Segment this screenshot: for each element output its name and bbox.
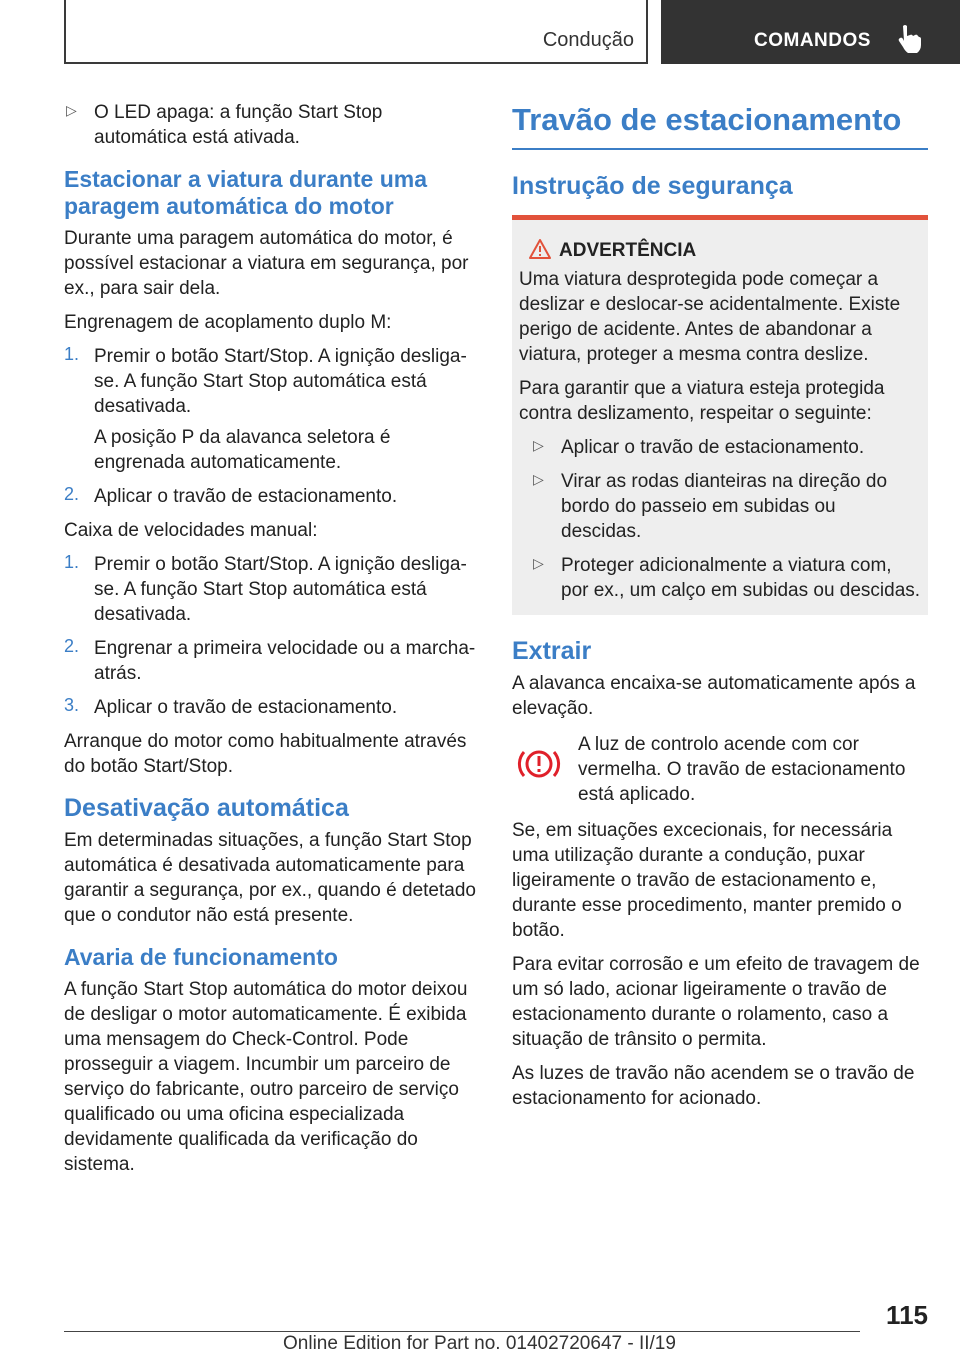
step-text: Premir o botão Start/Stop. A ignição desliga-se. A função Start Stop automática está desativada.	[94, 346, 467, 417]
list-item	[64, 484, 478, 509]
warning-box	[512, 215, 928, 615]
paragraph: Em determinadas situações, a função Start Stop automática é desativada automaticamente para garantir a segurança, por ex., quando é detetado que o condutor não está presente.	[64, 830, 476, 926]
bullet-triangle-icon: ▷	[533, 437, 544, 453]
chapter-heading-wrap	[512, 103, 928, 150]
step-number: 1.	[64, 552, 80, 572]
warning-paragraph: Uma viatura desprotegida pode começar a deslizar e deslocar-se acidentalmente. Existe perigo de acidente. Antes de abandonar a viatura, proteger a mesma contra deslize.	[519, 269, 901, 365]
warning-label: ADVERTÊNCIA	[559, 240, 697, 261]
section-heading-parking: Estacionar a viatura durante uma paragem automática do motor	[64, 166, 428, 219]
footer-edition: Online Edition for Part no. 01402720647 - II/19	[283, 1333, 676, 1354]
intro-bullet-text: O LED apaga: a função Start Stop automática está ativada.	[94, 102, 383, 148]
warning-triangle-icon	[528, 238, 552, 260]
step-number: 3.	[64, 695, 80, 715]
paragraph: Durante uma paragem automática do motor, é possível estacionar a viatura em segurança, por ex., para sair dela.	[64, 228, 469, 299]
section-heading-pull: Extrair	[512, 637, 592, 665]
warning-item-text: Proteger adicionalmente a viatura com, por ex., um calço em subidas ou descidas.	[561, 555, 921, 601]
paragraph: A função Start Stop automática do motor deixou de desligar o motor automaticamente. É exibida uma mensagem do Check-Control. Pode prosseguir a viagem. Incumbir um parceiro de serviço do fabricante, outro parceiro de serviço qualificado ou uma oficina especializada devidamente qualificada da verificação do sistema.	[64, 979, 468, 1175]
step-number: 1.	[64, 344, 80, 364]
section-heading-malfunction: Avaria de funcionamento	[64, 944, 338, 970]
list-item-sub	[64, 425, 478, 475]
pointing-hand-icon	[895, 24, 921, 54]
right-column	[512, 100, 928, 1120]
list-item	[64, 552, 478, 627]
paragraph: A alavanca encaixa-se automaticamente após a elevação.	[512, 673, 916, 719]
page-number: 115	[886, 1300, 928, 1330]
paragraph: Arranque do motor como habitualmente através do botão Start/Stop.	[64, 731, 467, 777]
warning-list-item	[519, 469, 921, 544]
paragraph: Engrenagem de acoplamento duplo M:	[64, 312, 392, 333]
step-subtext: A posição P da alavanca seletora é engrenada automaticamente.	[94, 427, 391, 473]
step-text: Engrenar a primeira velocidade ou a marcha-atrás.	[94, 638, 476, 684]
bullet-triangle-icon: ▷	[533, 471, 544, 487]
indicator-row	[512, 732, 928, 807]
warning-item-text: Aplicar o travão de estacionamento.	[561, 437, 865, 458]
header-chapter-tab	[661, 0, 960, 64]
section-heading-safety: Instrução de segurança	[512, 172, 793, 200]
step-number: 2.	[64, 636, 80, 656]
list-item	[64, 344, 478, 419]
step-text: Aplicar o travão de estacionamento.	[94, 486, 398, 507]
footer-divider	[64, 1331, 860, 1332]
paragraph: Caixa de velocidades manual:	[64, 520, 318, 541]
step-text: Aplicar o travão de estacionamento.	[94, 697, 398, 718]
list-item	[64, 695, 478, 720]
list-item	[64, 100, 478, 150]
header-chapter-label: COMANDOS	[754, 30, 871, 51]
left-column	[64, 100, 478, 1186]
paragraph: Para evitar corrosão e um efeito de travagem de um só lado, acionar ligeiramente o travão de estacionamento durante o rolamento, caso a situação de trânsito o permita.	[512, 954, 920, 1050]
parking-brake-warning-icon	[516, 746, 562, 782]
step-number: 2.	[64, 484, 80, 504]
warning-paragraph: Para garantir que a viatura esteja protegida contra deslizamento, respeitar o seguinte:	[519, 378, 885, 424]
warning-title	[519, 240, 921, 262]
step-text: Premir o botão Start/Stop. A ignição desliga-se. A função Start Stop automática está desativada.	[94, 554, 467, 625]
warning-list-item	[519, 553, 921, 603]
header-section-tab	[64, 0, 648, 64]
warning-item-text: Virar as rodas dianteiras na direção do bordo do passeio em subidas ou descidas.	[561, 471, 888, 542]
bullet-triangle-icon: ▷	[533, 555, 544, 571]
list-item	[64, 636, 478, 686]
paragraph: As luzes de travão não acendem se o travão de estacionamento for acionado.	[512, 1063, 915, 1109]
bullet-triangle-icon: ▷	[66, 102, 77, 118]
warning-list-item	[519, 435, 921, 460]
header-section-label: Condução	[542, 29, 634, 51]
section-heading-auto-deactivation: Desativação automática	[64, 794, 349, 822]
indicator-text: A luz de controlo acende com cor vermelha. O travão de estacionamento está aplicado.	[578, 734, 906, 805]
chapter-heading: Travão de estacionamento	[512, 102, 902, 137]
paragraph: Se, em situações excecionais, for necessária uma utilização durante a condução, puxar ligeiramente o travão de estacionamento e, durante esse procedimento, manter premido o botão.	[512, 820, 902, 941]
